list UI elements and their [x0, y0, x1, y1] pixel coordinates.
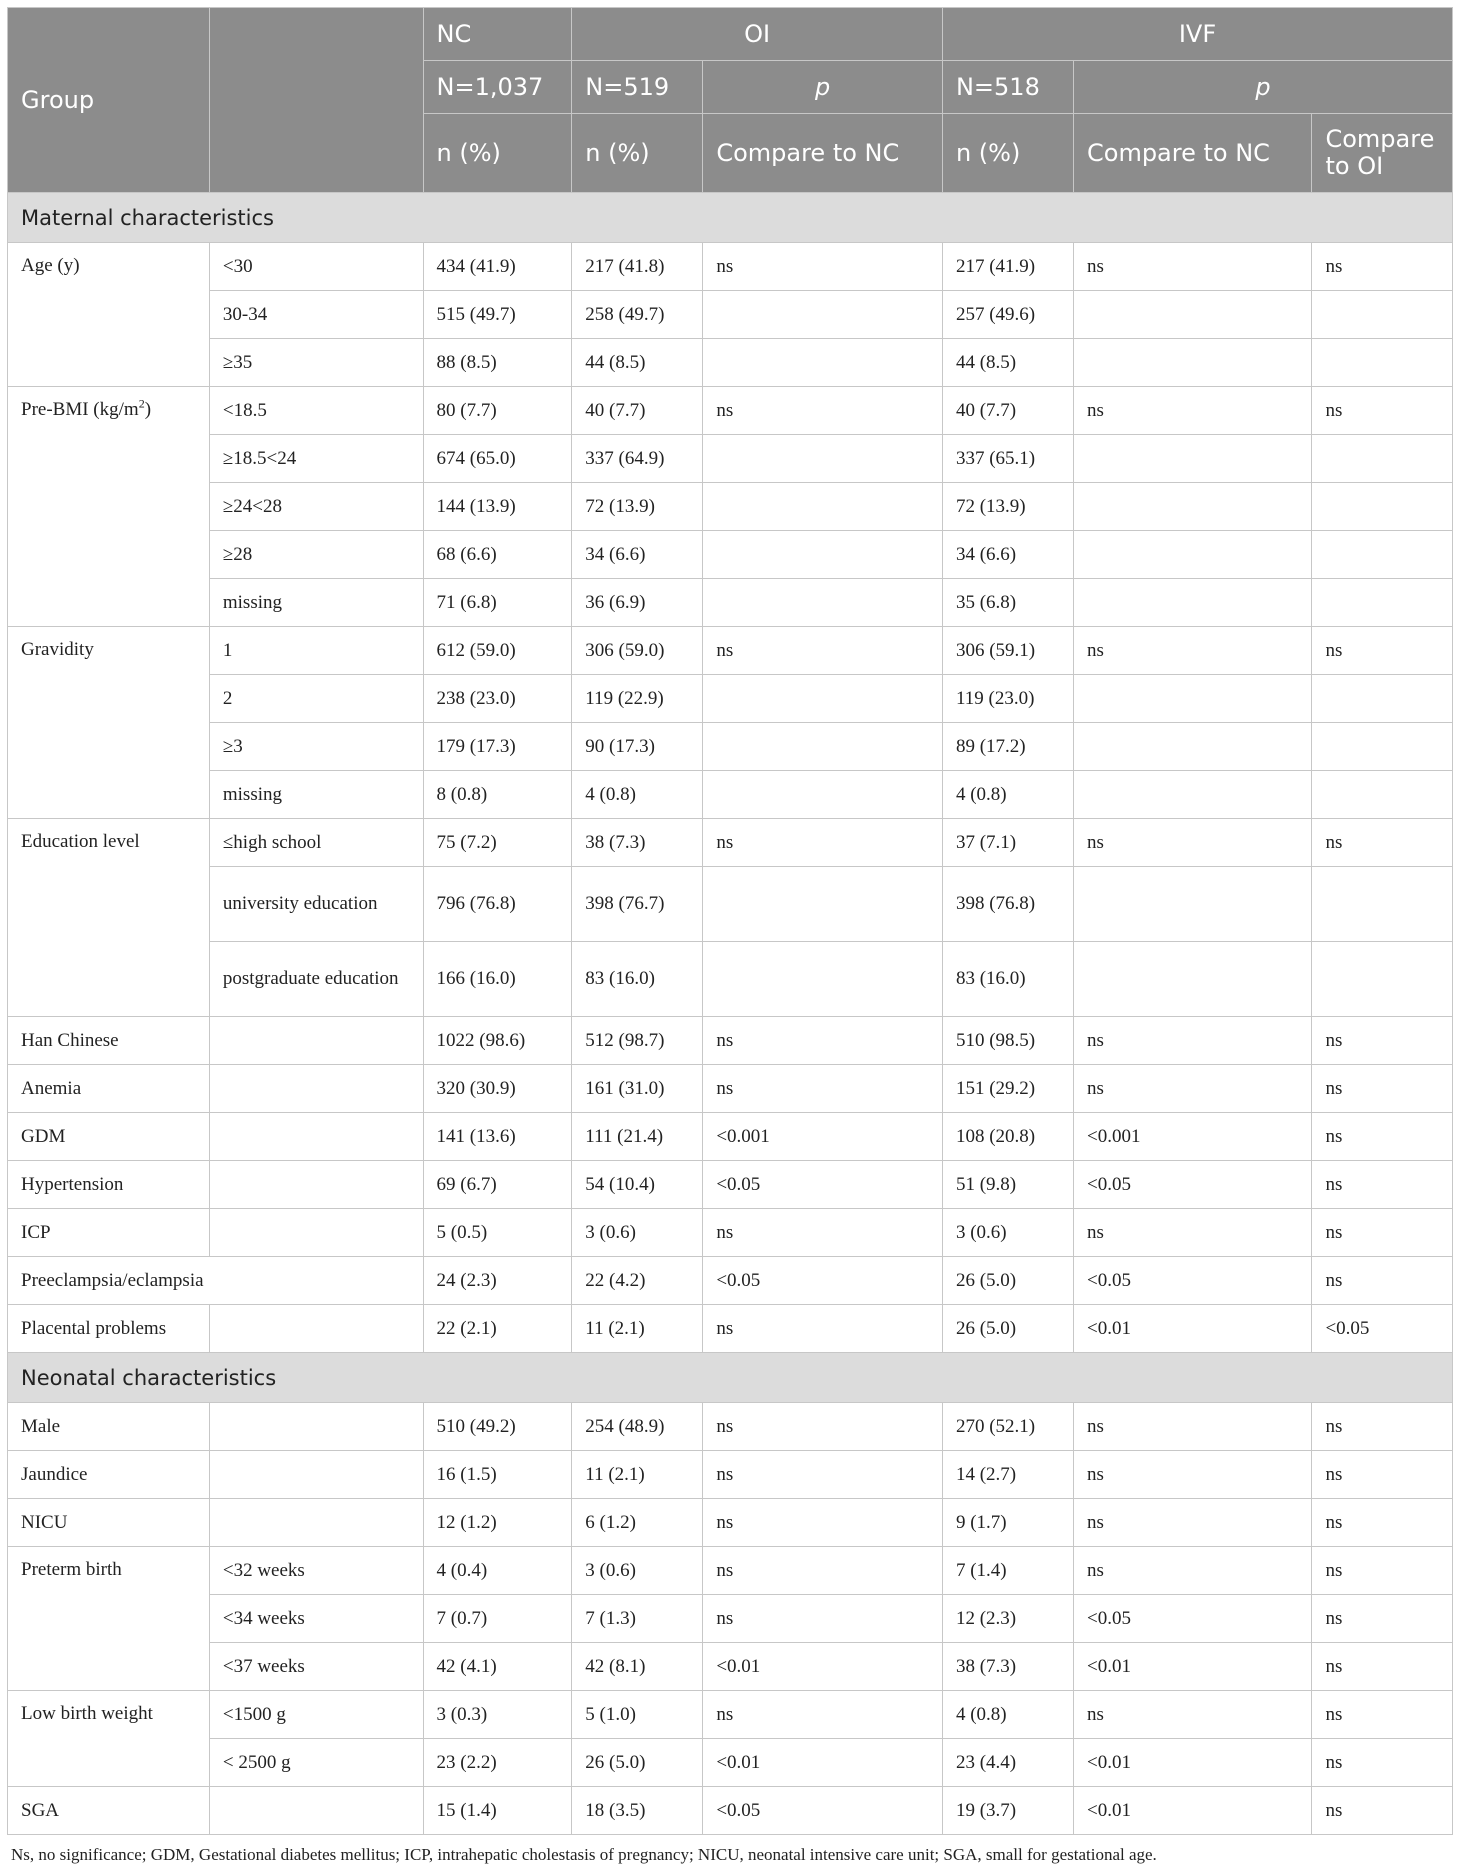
- ivf-p-vs-oi: ns: [1312, 1065, 1453, 1113]
- ivf-p-vs-nc: [1074, 579, 1312, 627]
- section-heading: Neonatal characteristics: [8, 1353, 1453, 1403]
- row-category: <37 weeks: [209, 1643, 423, 1691]
- nc-value: 24 (2.3): [423, 1257, 572, 1305]
- ivf-p-vs-oi: [1312, 435, 1453, 483]
- ivf-value: 108 (20.8): [942, 1113, 1073, 1161]
- row-category: <18.5: [209, 387, 423, 435]
- ivf-p-vs-oi: ns: [1312, 1113, 1453, 1161]
- oi-p-value: ns: [703, 627, 943, 675]
- oi-p-value: [703, 339, 943, 387]
- table-row: [8, 771, 1453, 819]
- oi-value: 7 (1.3): [572, 1595, 703, 1643]
- table-row: [8, 1643, 1453, 1691]
- ivf-p-vs-nc: ns: [1074, 1547, 1312, 1595]
- ivf-p-vs-nc: [1074, 435, 1312, 483]
- nc-value: 144 (13.9): [423, 483, 572, 531]
- oi-p-value: ns: [703, 819, 943, 867]
- ivf-p-vs-oi: ns: [1312, 1209, 1453, 1257]
- header-nc: NC: [423, 8, 572, 61]
- nc-value: 69 (6.7): [423, 1161, 572, 1209]
- oi-p-value: [703, 723, 943, 771]
- table-row: [8, 1017, 1453, 1065]
- nc-value: 23 (2.2): [423, 1739, 572, 1787]
- row-label: Male: [8, 1403, 210, 1451]
- ivf-value: 151 (29.2): [942, 1065, 1073, 1113]
- ivf-p-vs-oi: [1312, 771, 1453, 819]
- ivf-value: 72 (13.9): [942, 483, 1073, 531]
- ivf-p-vs-nc: [1074, 675, 1312, 723]
- oi-p-value: <0.001: [703, 1113, 943, 1161]
- ivf-p-vs-oi: ns: [1312, 243, 1453, 291]
- row-label: [8, 387, 210, 627]
- header-oi-p: p: [703, 61, 943, 114]
- row-category: <30: [209, 243, 423, 291]
- ivf-value: 217 (41.9): [942, 243, 1073, 291]
- ivf-value: 38 (7.3): [942, 1643, 1073, 1691]
- header-oi-n: N=519: [572, 61, 703, 114]
- header-ivf-compare-nc: Compare to NC: [1074, 114, 1312, 193]
- ivf-p-vs-nc: ns: [1074, 1017, 1312, 1065]
- nc-value: 7 (0.7): [423, 1595, 572, 1643]
- row-label: Jaundice: [8, 1451, 210, 1499]
- oi-p-value: [703, 483, 943, 531]
- header-ivf-compare-oi: Compare to OI: [1312, 114, 1453, 193]
- oi-value: 54 (10.4): [572, 1161, 703, 1209]
- oi-p-value: <0.05: [703, 1257, 943, 1305]
- oi-p-value: [703, 579, 943, 627]
- ivf-value: 4 (0.8): [942, 771, 1073, 819]
- row-label-text: Age (y): [21, 255, 80, 276]
- oi-value: 6 (1.2): [572, 1499, 703, 1547]
- table-row: [8, 867, 1453, 942]
- nc-value: 80 (7.7): [423, 387, 572, 435]
- oi-p-value: ns: [703, 1305, 943, 1353]
- ivf-p-vs-oi: [1312, 867, 1453, 942]
- table-row: [8, 627, 1453, 675]
- row-label: [8, 1691, 210, 1787]
- oi-p-value: [703, 435, 943, 483]
- row-category: [209, 1499, 423, 1547]
- row-label: Anemia: [8, 1065, 210, 1113]
- ivf-p-vs-oi: ns: [1312, 627, 1453, 675]
- ivf-value: 26 (5.0): [942, 1257, 1073, 1305]
- ivf-value: 306 (59.1): [942, 627, 1073, 675]
- oi-p-value: ns: [703, 1691, 943, 1739]
- row-label: ICP: [8, 1209, 210, 1257]
- ivf-value: 270 (52.1): [942, 1403, 1073, 1451]
- ivf-p-vs-oi: [1312, 291, 1453, 339]
- nc-value: 8 (0.8): [423, 771, 572, 819]
- nc-value: 15 (1.4): [423, 1787, 572, 1835]
- row-label-text: Education level: [21, 831, 140, 852]
- nc-value: 434 (41.9): [423, 243, 572, 291]
- ivf-p-vs-oi: ns: [1312, 1257, 1453, 1305]
- table-row: [8, 435, 1453, 483]
- ivf-p-vs-oi: ns: [1312, 819, 1453, 867]
- ivf-value: 3 (0.6): [942, 1209, 1073, 1257]
- ivf-value: 40 (7.7): [942, 387, 1073, 435]
- table-body: [8, 193, 1453, 1835]
- row-category: 1: [209, 627, 423, 675]
- row-category: missing: [209, 579, 423, 627]
- ivf-p-vs-nc: <0.01: [1074, 1739, 1312, 1787]
- ivf-p-vs-nc: <0.01: [1074, 1787, 1312, 1835]
- oi-value: 306 (59.0): [572, 627, 703, 675]
- oi-p-value: [703, 867, 943, 942]
- ivf-p-vs-oi: ns: [1312, 1017, 1453, 1065]
- header-ivf: IVF: [942, 8, 1452, 61]
- nc-value: 796 (76.8): [423, 867, 572, 942]
- table-row: [8, 1161, 1453, 1209]
- table-row: [8, 1499, 1453, 1547]
- ivf-p-vs-nc: ns: [1074, 1209, 1312, 1257]
- ivf-value: 51 (9.8): [942, 1161, 1073, 1209]
- oi-value: 38 (7.3): [572, 819, 703, 867]
- oi-value: 22 (4.2): [572, 1257, 703, 1305]
- ivf-value: 35 (6.8): [942, 579, 1073, 627]
- row-label: [8, 243, 210, 387]
- nc-value: 75 (7.2): [423, 819, 572, 867]
- table-row: [8, 291, 1453, 339]
- oi-value: 254 (48.9): [572, 1403, 703, 1451]
- oi-value: 4 (0.8): [572, 771, 703, 819]
- header-oi-npct: n (%): [572, 114, 703, 193]
- ivf-value: 26 (5.0): [942, 1305, 1073, 1353]
- ivf-p-vs-nc: ns: [1074, 1451, 1312, 1499]
- nc-value: 42 (4.1): [423, 1643, 572, 1691]
- row-category: postgraduate education: [209, 942, 423, 1017]
- row-label: [8, 627, 210, 819]
- ivf-p-vs-nc: ns: [1074, 627, 1312, 675]
- ivf-p-vs-nc: ns: [1074, 1403, 1312, 1451]
- row-category: university education: [209, 867, 423, 942]
- table-row: [8, 1257, 1453, 1305]
- oi-p-value: ns: [703, 1209, 943, 1257]
- ivf-p-vs-oi: [1312, 339, 1453, 387]
- row-category: [209, 1161, 423, 1209]
- ivf-p-vs-nc: [1074, 771, 1312, 819]
- ivf-p-vs-nc: [1074, 483, 1312, 531]
- oi-value: 72 (13.9): [572, 483, 703, 531]
- row-category: [209, 1113, 423, 1161]
- table-footnote: Ns, no significance; GDM, Gestational diabetes mellitus; ICP, intrahepatic cholestasis of pregnancy; NICU, neonatal intensive care unit; SGA, small for gestational age.: [11, 1845, 1157, 1864]
- row-label: SGA: [8, 1787, 210, 1835]
- ivf-value: 337 (65.1): [942, 435, 1073, 483]
- nc-value: 16 (1.5): [423, 1451, 572, 1499]
- ivf-value: 257 (49.6): [942, 291, 1073, 339]
- ivf-p-vs-oi: ns: [1312, 1451, 1453, 1499]
- nc-value: 238 (23.0): [423, 675, 572, 723]
- row-category: [209, 1065, 423, 1113]
- table-row: [8, 1065, 1453, 1113]
- oi-p-value: ns: [703, 1595, 943, 1643]
- row-label: Preeclampsia/eclampsia: [8, 1257, 424, 1305]
- table-container: [7, 7, 1453, 1865]
- ivf-p-vs-nc: [1074, 867, 1312, 942]
- oi-p-value: ns: [703, 243, 943, 291]
- nc-value: 71 (6.8): [423, 579, 572, 627]
- oi-p-value: <0.05: [703, 1161, 943, 1209]
- oi-p-value: <0.01: [703, 1739, 943, 1787]
- table-row: [8, 1209, 1453, 1257]
- oi-value: 3 (0.6): [572, 1209, 703, 1257]
- row-label: NICU: [8, 1499, 210, 1547]
- row-category: ≤high school: [209, 819, 423, 867]
- ivf-p-vs-nc: ns: [1074, 1065, 1312, 1113]
- nc-value: 88 (8.5): [423, 339, 572, 387]
- oi-p-value: [703, 531, 943, 579]
- oi-value: 34 (6.6): [572, 531, 703, 579]
- section-heading: Maternal characteristics: [8, 193, 1453, 243]
- ivf-p-vs-nc: ns: [1074, 243, 1312, 291]
- oi-p-value: <0.05: [703, 1787, 943, 1835]
- header-nc-n: N=1,037: [423, 61, 572, 114]
- table-row: [8, 1305, 1453, 1353]
- table-row: [8, 1547, 1453, 1595]
- row-category: < 2500 g: [209, 1739, 423, 1787]
- nc-value: 1022 (98.6): [423, 1017, 572, 1065]
- ivf-p-vs-oi: [1312, 942, 1453, 1017]
- table-row: [8, 387, 1453, 435]
- nc-value: 320 (30.9): [423, 1065, 572, 1113]
- ivf-value: 37 (7.1): [942, 819, 1073, 867]
- data-table: [7, 7, 1453, 1835]
- row-label: Placental problems: [8, 1305, 210, 1353]
- oi-value: 111 (21.4): [572, 1113, 703, 1161]
- ivf-value: 4 (0.8): [942, 1691, 1073, 1739]
- oi-value: 258 (49.7): [572, 291, 703, 339]
- row-category: ≥24<28: [209, 483, 423, 531]
- ivf-p-vs-nc: [1074, 723, 1312, 771]
- ivf-p-vs-oi: [1312, 483, 1453, 531]
- ivf-p-vs-nc: ns: [1074, 387, 1312, 435]
- ivf-p-vs-nc: <0.05: [1074, 1595, 1312, 1643]
- row-category: [209, 1403, 423, 1451]
- ivf-p-vs-oi: ns: [1312, 1787, 1453, 1835]
- oi-value: 5 (1.0): [572, 1691, 703, 1739]
- oi-value: 83 (16.0): [572, 942, 703, 1017]
- nc-value: 22 (2.1): [423, 1305, 572, 1353]
- ivf-p-vs-nc: [1074, 531, 1312, 579]
- row-label: Han Chinese: [8, 1017, 210, 1065]
- ivf-p-vs-nc: ns: [1074, 1691, 1312, 1739]
- oi-value: 398 (76.7): [572, 867, 703, 942]
- oi-p-value: ns: [703, 1403, 943, 1451]
- oi-p-value: ns: [703, 1017, 943, 1065]
- ivf-value: 12 (2.3): [942, 1595, 1073, 1643]
- row-label-superscript: 2: [138, 396, 145, 411]
- row-category: 30-34: [209, 291, 423, 339]
- oi-value: 40 (7.7): [572, 387, 703, 435]
- ivf-value: 89 (17.2): [942, 723, 1073, 771]
- row-label: GDM: [8, 1113, 210, 1161]
- ivf-value: 9 (1.7): [942, 1499, 1073, 1547]
- header-blank: [209, 8, 423, 193]
- ivf-p-vs-nc: <0.001: [1074, 1113, 1312, 1161]
- ivf-value: 19 (3.7): [942, 1787, 1073, 1835]
- header-nc-npct: n (%): [423, 114, 572, 193]
- table-row: [8, 942, 1453, 1017]
- ivf-value: 7 (1.4): [942, 1547, 1073, 1595]
- oi-p-value: [703, 942, 943, 1017]
- section-row: [8, 193, 1453, 243]
- row-label-text: Pre-BMI (kg/m: [21, 399, 139, 420]
- header-row-1: [8, 8, 1453, 61]
- ivf-p-vs-oi: ns: [1312, 1161, 1453, 1209]
- oi-value: 512 (98.7): [572, 1017, 703, 1065]
- ivf-p-vs-oi: [1312, 531, 1453, 579]
- ivf-p-vs-nc: [1074, 339, 1312, 387]
- nc-value: 612 (59.0): [423, 627, 572, 675]
- nc-value: 12 (1.2): [423, 1499, 572, 1547]
- table-row: [8, 819, 1453, 867]
- nc-value: 179 (17.3): [423, 723, 572, 771]
- row-label: [8, 819, 210, 1017]
- nc-value: 4 (0.4): [423, 1547, 572, 1595]
- table-row: [8, 339, 1453, 387]
- row-category: ≥28: [209, 531, 423, 579]
- oi-p-value: ns: [703, 1499, 943, 1547]
- oi-value: 161 (31.0): [572, 1065, 703, 1113]
- nc-value: 515 (49.7): [423, 291, 572, 339]
- oi-p-value: [703, 291, 943, 339]
- table-row: [8, 483, 1453, 531]
- table-row: [8, 675, 1453, 723]
- oi-value: 90 (17.3): [572, 723, 703, 771]
- oi-p-value: <0.01: [703, 1643, 943, 1691]
- oi-p-value: ns: [703, 1451, 943, 1499]
- ivf-p-vs-oi: ns: [1312, 1643, 1453, 1691]
- nc-value: 674 (65.0): [423, 435, 572, 483]
- row-category: ≥18.5<24: [209, 435, 423, 483]
- table-row: [8, 1451, 1453, 1499]
- ivf-p-vs-oi: [1312, 723, 1453, 771]
- ivf-value: 14 (2.7): [942, 1451, 1073, 1499]
- section-row: [8, 1353, 1453, 1403]
- ivf-value: 510 (98.5): [942, 1017, 1073, 1065]
- oi-value: 11 (2.1): [572, 1305, 703, 1353]
- row-category: [209, 1017, 423, 1065]
- ivf-p-vs-nc: <0.05: [1074, 1257, 1312, 1305]
- ivf-p-vs-nc: <0.01: [1074, 1643, 1312, 1691]
- row-label-text: Gravidity: [21, 639, 94, 660]
- nc-value: 68 (6.6): [423, 531, 572, 579]
- table-row: [8, 1113, 1453, 1161]
- header-group: Group: [8, 8, 210, 193]
- oi-value: 36 (6.9): [572, 579, 703, 627]
- table-row: [8, 579, 1453, 627]
- ivf-p-vs-oi: ns: [1312, 1403, 1453, 1451]
- oi-value: 42 (8.1): [572, 1643, 703, 1691]
- row-category: ≥35: [209, 339, 423, 387]
- row-category: [209, 1209, 423, 1257]
- table-row: [8, 723, 1453, 771]
- row-category: missing: [209, 771, 423, 819]
- header-ivf-n: N=518: [942, 61, 1073, 114]
- table-row: [8, 243, 1453, 291]
- table-row: [8, 1595, 1453, 1643]
- ivf-p-vs-oi: [1312, 675, 1453, 723]
- nc-value: 510 (49.2): [423, 1403, 572, 1451]
- row-label-text: Low birth weight: [21, 1703, 153, 1724]
- oi-value: 26 (5.0): [572, 1739, 703, 1787]
- ivf-p-vs-oi: ns: [1312, 387, 1453, 435]
- header-oi: OI: [572, 8, 943, 61]
- row-category: [209, 1787, 423, 1835]
- row-category: [209, 1451, 423, 1499]
- ivf-p-vs-nc: <0.05: [1074, 1161, 1312, 1209]
- header-oi-compare-nc: Compare to NC: [703, 114, 943, 193]
- oi-value: 337 (64.9): [572, 435, 703, 483]
- oi-value: 44 (8.5): [572, 339, 703, 387]
- header-ivf-p: p: [1074, 61, 1453, 114]
- nc-value: 166 (16.0): [423, 942, 572, 1017]
- oi-p-value: [703, 771, 943, 819]
- table-row: [8, 1739, 1453, 1787]
- row-category: <34 weeks: [209, 1595, 423, 1643]
- ivf-p-vs-oi: ns: [1312, 1499, 1453, 1547]
- nc-value: 5 (0.5): [423, 1209, 572, 1257]
- oi-value: 119 (22.9): [572, 675, 703, 723]
- row-category: ≥3: [209, 723, 423, 771]
- ivf-p-vs-nc: [1074, 942, 1312, 1017]
- oi-p-value: [703, 675, 943, 723]
- ivf-p-vs-nc: <0.01: [1074, 1305, 1312, 1353]
- ivf-p-vs-oi: ns: [1312, 1691, 1453, 1739]
- ivf-value: 398 (76.8): [942, 867, 1073, 942]
- ivf-p-vs-nc: ns: [1074, 1499, 1312, 1547]
- ivf-p-vs-oi: <0.05: [1312, 1305, 1453, 1353]
- ivf-value: 44 (8.5): [942, 339, 1073, 387]
- nc-value: 141 (13.6): [423, 1113, 572, 1161]
- ivf-p-vs-nc: ns: [1074, 819, 1312, 867]
- ivf-p-vs-oi: [1312, 579, 1453, 627]
- ivf-p-vs-oi: ns: [1312, 1547, 1453, 1595]
- oi-value: 217 (41.8): [572, 243, 703, 291]
- table-row: [8, 1691, 1453, 1739]
- ivf-value: 34 (6.6): [942, 531, 1073, 579]
- row-label-text: Preterm birth: [21, 1559, 122, 1580]
- table-row: [8, 1787, 1453, 1835]
- oi-p-value: ns: [703, 1547, 943, 1595]
- ivf-value: 23 (4.4): [942, 1739, 1073, 1787]
- row-category: 2: [209, 675, 423, 723]
- oi-p-value: ns: [703, 387, 943, 435]
- table-row: [8, 531, 1453, 579]
- oi-value: 18 (3.5): [572, 1787, 703, 1835]
- row-label: Hypertension: [8, 1161, 210, 1209]
- row-label: [8, 1547, 210, 1691]
- row-label-end: ): [144, 399, 152, 420]
- row-category: <1500 g: [209, 1691, 423, 1739]
- ivf-value: 119 (23.0): [942, 675, 1073, 723]
- row-category: <32 weeks: [209, 1547, 423, 1595]
- ivf-p-vs-oi: ns: [1312, 1595, 1453, 1643]
- oi-value: 3 (0.6): [572, 1547, 703, 1595]
- ivf-value: 83 (16.0): [942, 942, 1073, 1017]
- header-ivf-npct: n (%): [942, 114, 1073, 193]
- row-category: [209, 1305, 423, 1353]
- ivf-p-vs-oi: ns: [1312, 1739, 1453, 1787]
- nc-value: 3 (0.3): [423, 1691, 572, 1739]
- oi-value: 11 (2.1): [572, 1451, 703, 1499]
- oi-p-value: ns: [703, 1065, 943, 1113]
- ivf-p-vs-nc: [1074, 291, 1312, 339]
- table-row: [8, 1403, 1453, 1451]
